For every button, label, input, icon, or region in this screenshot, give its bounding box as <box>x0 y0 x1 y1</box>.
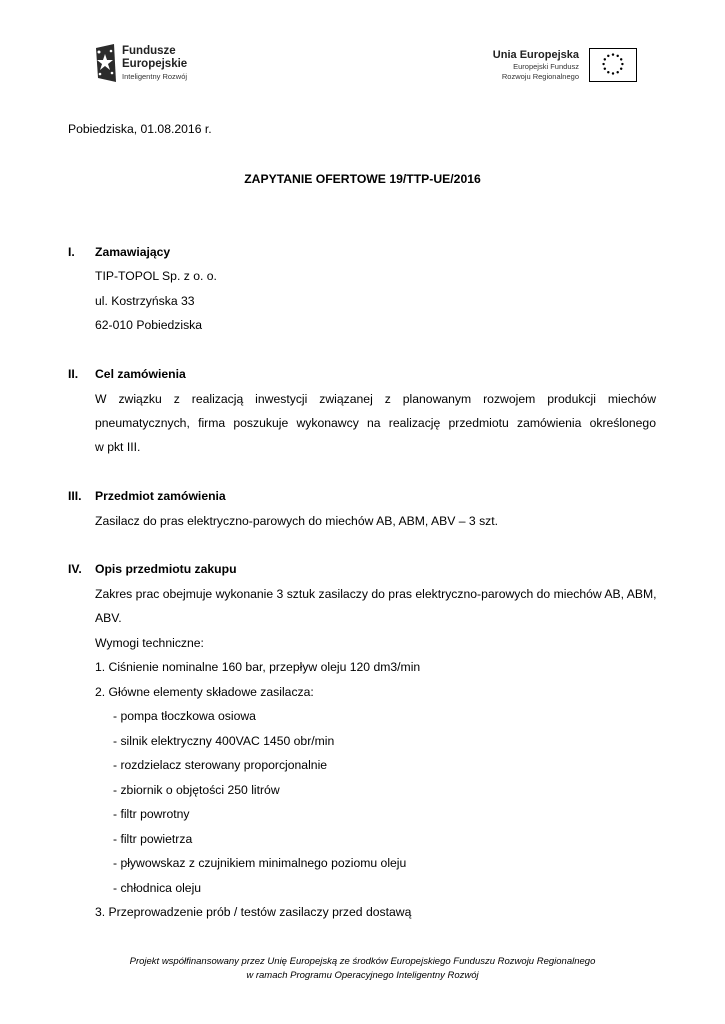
sub-list-item: - pływowskaz z czujnikiem minimalnego poziomu oleju <box>113 856 407 870</box>
list-item: 1. Ciśnienie nominalne 160 bar, przepływ oleju 120 dm3/min <box>95 660 421 674</box>
section-number: IV. <box>68 562 82 576</box>
section-line: Wymogi techniczne: <box>95 636 204 650</box>
section-line: 62-010 Pobiedziska <box>95 318 203 332</box>
section-heading: Cel zamówienia <box>95 367 186 381</box>
sub-list-item: - chłodnica oleju <box>113 881 202 895</box>
footer-line2: w ramach Programu Operacyjnego Inteligentny Rozwój <box>246 970 479 981</box>
section-number: II. <box>68 367 79 381</box>
fundusze-europejskie-logo <box>92 42 212 92</box>
sub-list-item: - filtr powrotny <box>113 807 190 821</box>
section-number: I. <box>68 245 75 259</box>
eu-logo-line3: Rozwoju Regionalnego <box>501 72 579 81</box>
fe-star-icon <box>92 42 118 86</box>
eu-logo-line1: Unia Europejska <box>492 49 579 61</box>
list-item: 3. Przeprowadzenie prób / testów zasilaczy przed dostawą <box>95 905 412 919</box>
section-line: ABV. <box>95 611 122 625</box>
sub-list-item: - rozdzielacz sterowany proporcjonalnie <box>113 758 328 772</box>
list-item: 2. Główne elementy składowe zasilacza: <box>95 685 314 699</box>
eu-logo-line2: Europejski Fundusz <box>513 62 579 71</box>
section-heading: Zamawiający <box>95 245 171 259</box>
sub-list-item: - pompa tłoczkowa osiowa <box>113 709 256 723</box>
section-number: III. <box>68 489 82 503</box>
footer-line1: Projekt współfinansowany przez Unię Europejską ze środków Europejskiego Funduszu Rozwoju Regionalnego <box>129 956 596 967</box>
section-line: TIP-TOPOL Sp. z o. o. <box>95 269 217 283</box>
fe-logo-line1: Fundusze <box>122 45 176 57</box>
sub-list-item: - silnik elektryczny 400VAC 1450 obr/min <box>113 734 335 748</box>
section-line: Zakres prac obejmuje wykonanie 3 sztuk zasilaczy do pras elektryczno-parowych do miechów AB, ABM, <box>95 587 657 601</box>
sub-list-item: - zbiornik o objętości 250 litrów <box>113 783 280 797</box>
section-line: w pkt III. <box>95 440 141 454</box>
section-line: ul. Kostrzyńska 33 <box>95 294 195 308</box>
section-line: Zasilacz do pras elektryczno-parowych do miechów AB, ABM, ABV – 3 szt. <box>95 514 499 528</box>
section-line: pneumatycznych, firma poszukuje wykonawcy na realizację przedmiotu zamówienia określonego <box>95 416 656 430</box>
section-heading: Opis przedmiotu zakupu <box>95 562 237 576</box>
unia-europejska-logo <box>397 46 637 86</box>
place-date: Pobiedziska, 01.08.2016 r. <box>68 122 212 136</box>
sub-list-item: - filtr powietrza <box>113 832 193 846</box>
eu-flag-icon <box>589 48 637 82</box>
document-title: ZAPYTANIE OFERTOWE 19/TTP-UE/2016 <box>244 172 481 186</box>
fe-logo-line2: Europejskie <box>122 58 188 70</box>
fe-logo-line3: Inteligentny Rozwój <box>122 72 188 81</box>
section-line: W związku z realizacją inwestycji związanej z planowanym rozwojem produkcji miechów <box>95 392 656 406</box>
section-heading: Przedmiot zamówienia <box>95 489 226 503</box>
